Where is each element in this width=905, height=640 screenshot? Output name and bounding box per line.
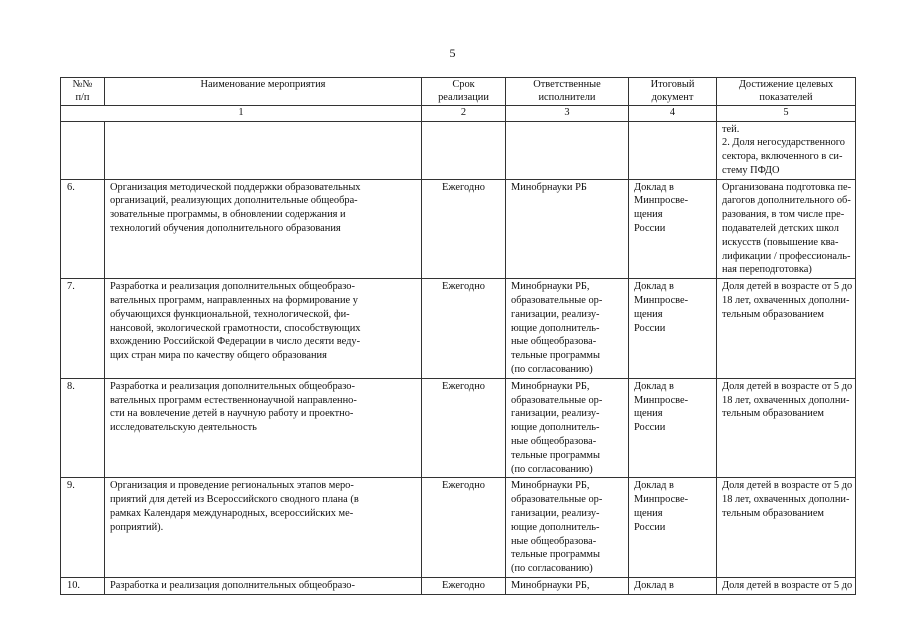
text-line: ющие дополнитель-: [511, 521, 600, 533]
text-line: документ: [651, 91, 694, 103]
text-line: Ежегодно: [442, 181, 485, 193]
cell-event-name: [105, 179, 422, 279]
header-target-indicators: [717, 78, 856, 106]
text-line: Организована подготовка пе-: [722, 181, 852, 193]
cell-target-indicators: [717, 378, 856, 478]
text-line: России: [634, 422, 666, 434]
text-line: Разработка и реализация дополнительных общеобразо-: [110, 281, 355, 293]
text-line: 18 лет, охваченных дополни-: [722, 394, 850, 406]
text-line: Минобрнауки РБ,: [511, 281, 590, 293]
header-event-name: [105, 78, 422, 106]
cell-number: 8.: [61, 378, 105, 478]
text-line: щения: [634, 308, 663, 320]
text-line: 18 лет, охваченных дополни-: [722, 295, 850, 307]
cell-target-indicators: [717, 578, 856, 595]
column-index-row: [61, 106, 856, 122]
text-line: исследовательскую деятельность: [110, 422, 257, 434]
text-line: рамках Календаря международных, всероссийских ме-: [110, 508, 354, 520]
cell-term: [422, 121, 506, 179]
text-line: Достижение целевых: [738, 79, 834, 90]
table-row: [61, 578, 856, 595]
cell-executors: [506, 378, 629, 478]
header-term: [422, 78, 506, 106]
text-line: Срок: [452, 79, 475, 90]
cell-target-indicators: [717, 478, 856, 578]
text-line: (по согласованию): [511, 463, 593, 475]
cell-executors: [506, 179, 629, 279]
text-line: тельные программы: [511, 350, 600, 362]
text-line: ющие дополнитель-: [511, 422, 600, 434]
column-index-4: 4: [629, 106, 717, 122]
text-line: ные общеобразова-: [511, 535, 597, 547]
cell-term: [422, 179, 506, 279]
text-line: роприятий).: [110, 521, 164, 533]
cell-executors: [506, 121, 629, 179]
cell-term: [422, 478, 506, 578]
cell-number: 9.: [61, 478, 105, 578]
text-line: тельным образованием: [722, 308, 825, 320]
column-index-5: 5: [717, 106, 856, 122]
text-line: Ежегодно: [442, 380, 485, 392]
text-line: Доклад в: [634, 580, 674, 591]
text-line: тельные программы: [511, 449, 600, 461]
text-line: Доклад в: [634, 480, 674, 492]
text-line: обучающихся функциональной, технологической, фи-: [110, 308, 350, 320]
text-line: (по согласованию): [511, 364, 593, 376]
text-line: подавателей детских школ: [722, 223, 839, 235]
cell-document: [629, 578, 717, 595]
cell-number: 7.: [61, 279, 105, 379]
text-line: разования, в том числе пре-: [722, 209, 845, 221]
table-row: [61, 121, 856, 179]
cell-document: [629, 121, 717, 179]
text-line: образовательные ор-: [511, 494, 603, 506]
text-line: Ежегодно: [442, 480, 485, 492]
text-line: показателей: [759, 91, 813, 103]
table-row: [61, 279, 856, 379]
text-line: щения: [634, 408, 663, 420]
text-line: Минпросве-: [634, 295, 689, 307]
text-line: Наименование мероприятия: [200, 79, 326, 90]
text-line: Доля детей в возрасте от 5 до: [722, 480, 853, 492]
text-line: стему ПФДО: [722, 164, 780, 176]
cell-document: [629, 478, 717, 578]
text-line: Разработка и реализация дополнительных общеобразо-: [110, 580, 355, 591]
text-line: Минпросве-: [634, 195, 689, 207]
text-line: Минпросве-: [634, 494, 689, 506]
text-line: тельные программы: [511, 549, 600, 561]
cell-executors: [506, 279, 629, 379]
text-line: ные общеобразова-: [511, 436, 597, 448]
table-header-row: [61, 78, 856, 106]
text-line: зовательные программы, в обновлении содержания и: [110, 209, 346, 221]
text-line: п/п: [75, 91, 90, 103]
cell-executors: [506, 478, 629, 578]
cell-document: [629, 378, 717, 478]
cell-number: 10.: [61, 578, 105, 595]
column-index-2: 2: [422, 106, 506, 122]
table-row: [61, 478, 856, 578]
cell-event-name: [105, 378, 422, 478]
text-line: Доля детей в возрасте от 5 до: [722, 380, 853, 392]
text-line: ганизации, реализу-: [511, 308, 600, 320]
text-line: 18 лет, охваченных дополни-: [722, 494, 850, 506]
header-executors: [506, 78, 629, 106]
text-line: Доля детей в возрасте от 5 до: [722, 580, 853, 591]
text-line: ганизации, реализу-: [511, 408, 600, 420]
text-line: Доклад в: [634, 380, 674, 392]
text-line: щения: [634, 209, 663, 221]
column-index-1: 1: [61, 106, 422, 122]
cell-event-name: [105, 478, 422, 578]
text-line: Разработка и реализация дополнительных общеобразо-: [110, 380, 355, 392]
text-line: щих стран мира по качеству общего образования: [110, 350, 327, 362]
text-line: вательных программ, направленных на формирование у: [110, 295, 358, 307]
text-line: ганизации, реализу-: [511, 508, 600, 520]
text-line: Доля детей в возрасте от 5 до: [722, 281, 853, 293]
header-number: [61, 78, 105, 106]
text-line: ные общеобразова-: [511, 336, 597, 348]
text-line: ющие дополнитель-: [511, 322, 600, 334]
cell-number: [61, 121, 105, 179]
cell-event-name: [105, 279, 422, 379]
text-line: Минобрнауки РБ: [511, 181, 587, 193]
cell-executors: [506, 578, 629, 595]
text-line: Минобрнауки РБ,: [511, 580, 590, 591]
cell-term: [422, 279, 506, 379]
text-line: Минобрнауки РБ,: [511, 380, 590, 392]
text-line: России: [634, 521, 666, 533]
column-index-3: 3: [506, 106, 629, 122]
text-line: Организация методической поддержки образовательных: [110, 181, 361, 193]
text-line: России: [634, 322, 666, 334]
cell-number: 6.: [61, 179, 105, 279]
text-line: тельным образованием: [722, 508, 825, 520]
text-line: России: [634, 223, 666, 235]
text-line: Ежегодно: [442, 580, 485, 591]
cell-event-name: [105, 121, 422, 179]
text-line: Минпросве-: [634, 394, 689, 406]
text-line: реализации: [438, 91, 489, 103]
text-line: приятий для детей из Всероссийского сводного плана (в: [110, 494, 359, 506]
cell-document: [629, 279, 717, 379]
table-row: [61, 378, 856, 478]
text-line: щения: [634, 508, 663, 520]
text-line: Доклад в: [634, 181, 674, 193]
text-line: нансовой, экологической грамотности, способствующих: [110, 322, 361, 334]
cell-term: [422, 578, 506, 595]
text-line: 2. Доля негосударственного: [722, 137, 845, 149]
text-line: образовательные ор-: [511, 295, 603, 307]
text-line: образовательные ор-: [511, 394, 603, 406]
text-line: Минобрнауки РБ,: [511, 480, 590, 492]
events-table: [60, 77, 856, 595]
table-body: [61, 121, 856, 594]
text-line: исполнители: [538, 91, 596, 103]
header-document: [629, 78, 717, 106]
text-line: вхождению Российской Федерации в число десяти веду-: [110, 336, 361, 348]
text-line: Ежегодно: [442, 281, 485, 293]
text-line: Итоговый: [650, 79, 695, 90]
text-line: №№: [72, 79, 93, 90]
text-line: искусств (повышение ква-: [722, 236, 839, 248]
text-line: организаций, реализующих дополнительные общеобра-: [110, 195, 358, 207]
cell-target-indicators: [717, 279, 856, 379]
text-line: Организация и проведение региональных этапов меро-: [110, 480, 354, 492]
text-line: ная переподготовка): [722, 264, 812, 276]
cell-event-name: [105, 578, 422, 595]
cell-target-indicators: [717, 179, 856, 279]
text-line: вательных программ естественнонаучной направленно-: [110, 394, 357, 406]
cell-term: [422, 378, 506, 478]
text-line: сектора, включенного в си-: [722, 151, 843, 163]
text-line: сти на вовлечение детей в научную работу и проектно-: [110, 408, 354, 420]
text-line: тельным образованием: [722, 408, 825, 420]
text-line: Доклад в: [634, 281, 674, 293]
text-line: тей.: [722, 123, 740, 135]
text-line: Ответственные: [533, 79, 601, 90]
page-number: 5: [449, 46, 456, 60]
text-line: дагогов дополнительного об-: [722, 195, 851, 207]
text-line: (по согласованию): [511, 563, 593, 575]
text-line: технологий обучения дополнительного образования: [110, 223, 341, 235]
cell-target-indicators: [717, 121, 856, 179]
cell-document: [629, 179, 717, 279]
table-row: [61, 179, 856, 279]
text-line: лификации / профессиональ-: [722, 250, 851, 262]
